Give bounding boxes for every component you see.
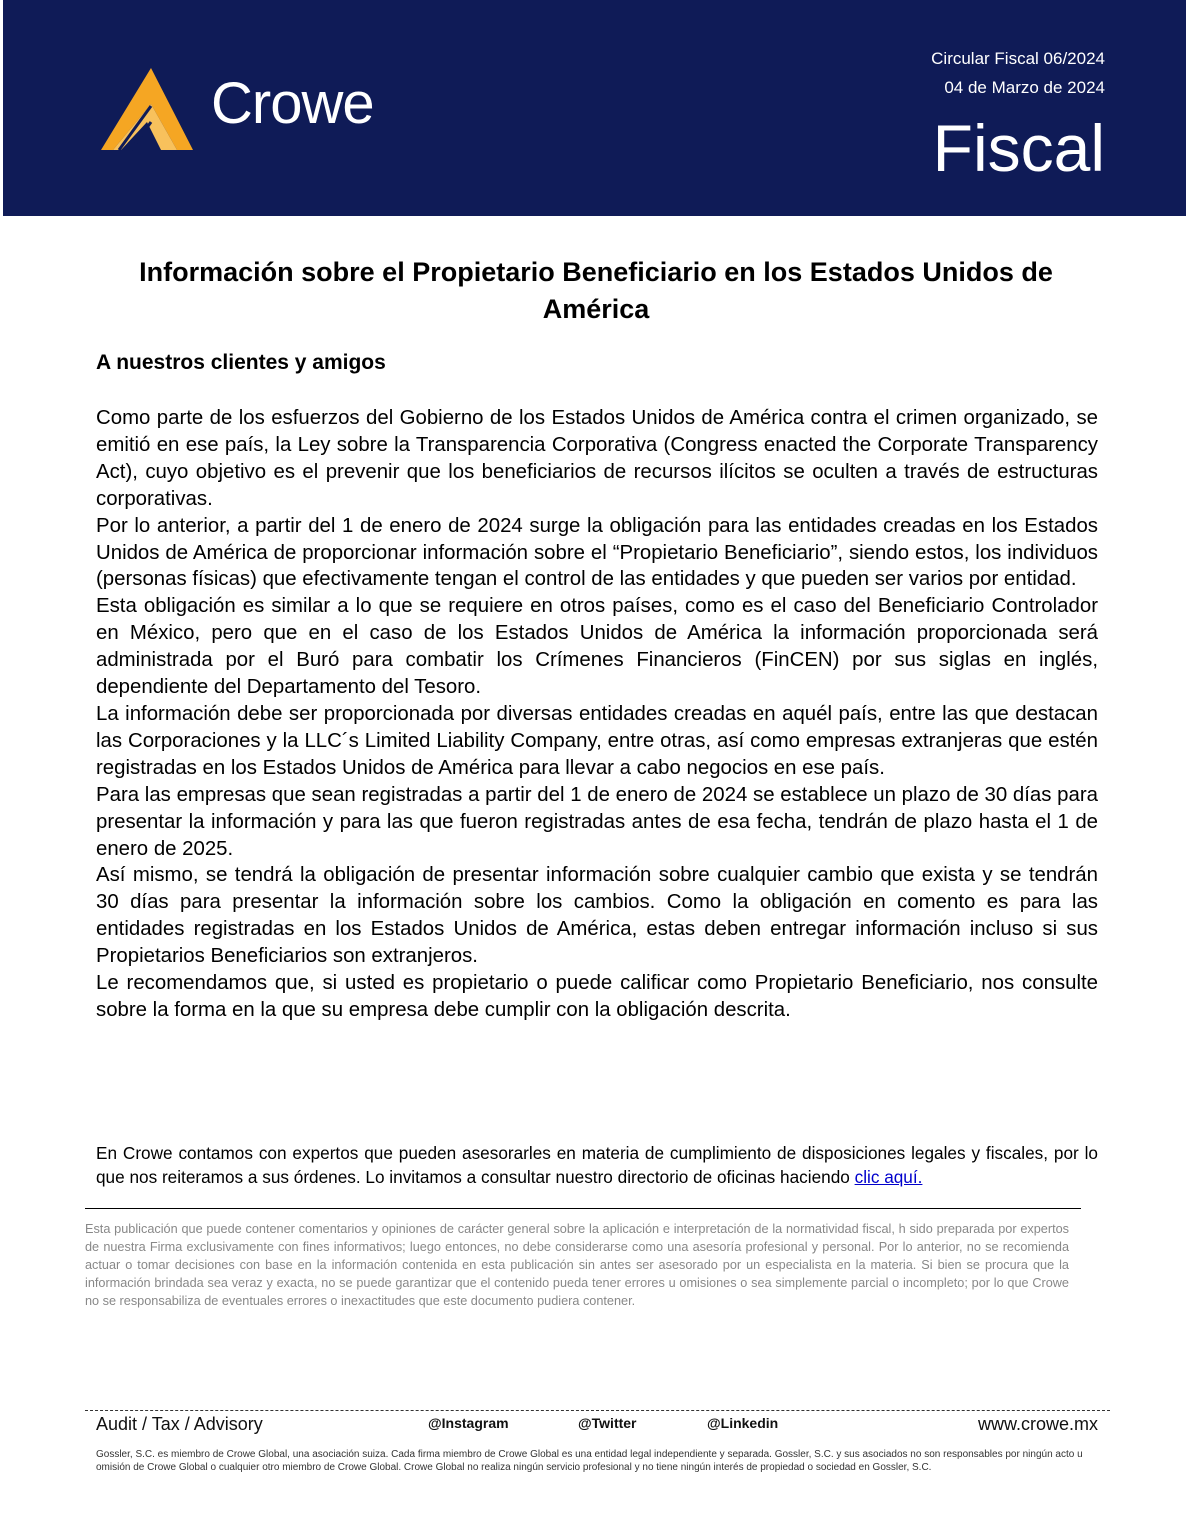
paragraph: Como parte de los esfuerzos del Gobierno de los Estados Unidos de América contra el crimen organizado, se emitió en ese país, la Ley sobre la Transparencia Corporativa (Congress enacted the Corporate Transparency Act), cuyo objetivo es el prevenir que los beneficiarios de recursos ilícitos se oculten a través de estructuras corporativas.	[96, 407, 1098, 510]
body-content	[96, 405, 1098, 1024]
crowe-chevron-icon	[99, 66, 195, 152]
footer-divider	[85, 1410, 1110, 1411]
disclaimer-text: Esta publicación que puede contener comentarios y opiniones de carácter general sobre la aplicación e interpretación de la normatividad fiscal, h sido preparada por expertos de nuestra Firma exclusivamente con fines informativos; luego entonces, no debe considerarse como una asesoría profesional y personal. Por lo anterior, no se recomienda actuar o tomar decisiones con base en la información contenida en esta publicación sin antes ser asesorado por un especialista en la materia. Si bien se procura que la información brindada sea veraz y exacta, no se puede garantizar que el contenido pueda tener errores u omisiones o sea simplemente parcial o incompleto; por lo que Crowe no se responsabiliza de eventuales errores o inexactitudes que este documento pudiera contener.	[85, 1222, 1069, 1308]
paragraph: Le recomendamos que, si usted es propietario o puede calificar como Propietario Beneficiario, nos consulte sobre la forma en la que su empresa debe cumplir con la obligación descrita.	[96, 972, 1098, 1021]
footer-services: Audit / Tax / Advisory	[96, 1414, 263, 1434]
paragraph: Por lo anterior, a partir del 1 de enero de 2024 surge la obligación para las entidades creadas en los Estados Unidos de América de proporcionar información sobre el “Propietario Beneficiario”, siendo estos, los individuos (personas físicas) que efectivamente tengan el control de las entidades y que pueden ser varios por entidad.	[96, 514, 1098, 591]
document-title: Información sobre el Propietario Beneficiario en los Estados Unidos de América	[139, 257, 1053, 324]
closing-text: En Crowe contamos con expertos que pueden asesorarles en materia de cumplimiento de disposiciones legales y fiscales, por lo que nos reiteramos a sus órdenes. Lo invitamos a consultar nuestro directorio de oficinas haciendo	[96, 1143, 1098, 1187]
paragraph: Para las empresas que sean registradas a partir del 1 de enero de 2024 se establece un plazo de 30 días para presentar la información y para las que fueron registradas antes de esa fecha, tendrán de plazo hasta el 1 de enero de 2025.	[96, 783, 1098, 860]
footer-legal	[96, 1448, 1098, 1474]
paragraph: La información debe ser proporcionada por diversas entidades creadas en aquél país, entre las que destacan las Corporaciones y la LLC´s Limited Liability Company, entre otras, así como empresas extranjeras que estén registradas en los Estados Unidos de América para llevar a cabo negocios en ese país.	[96, 702, 1098, 779]
section-title: Fiscal	[932, 111, 1105, 185]
header-banner	[3, 0, 1186, 216]
divider	[85, 1208, 1081, 1209]
paragraph: Así mismo, se tendrá la obligación de presentar información sobre cualquier cambio que exista y se tendrán 30 días para presentar la información sobre los cambios. Como la obligación en comento es para las entidades registradas en los Estados Unidos de América, estas deben entregar información incluso si sus Propietarios Beneficiarios son extranjeros.	[96, 864, 1098, 968]
greeting: A nuestros clientes y amigos	[96, 351, 386, 374]
closing-note	[96, 1141, 1098, 1189]
circular-date: 04 de Marzo de 2024	[944, 78, 1105, 97]
paragraph: Esta obligación es similar a lo que se requiere en otros países, como es el caso del Beneficiario Controlador en México, pero que en el caso de los Estados Unidos de América la información proporcionada será administrada por el Buró para combatir los Crímenes Financieros (FinCEN) por sus siglas en inglés, dependiente del Departamento del Tesoro.	[96, 595, 1098, 699]
brand-name: Crowe	[211, 71, 374, 136]
instagram-link[interactable]: @Instagram	[428, 1415, 509, 1431]
crowe-logo	[99, 66, 399, 152]
circular-number: Circular Fiscal 06/2024	[931, 49, 1105, 68]
twitter-link[interactable]: @Twitter	[578, 1415, 637, 1431]
directory-link[interactable]: clic aquí.	[854, 1167, 923, 1187]
website-link[interactable]: www.crowe.mx	[977, 1414, 1098, 1434]
linkedin-link[interactable]: @Linkedin	[707, 1415, 779, 1431]
footer-legal-text: Gossler, S.C. es miembro de Crowe Global, una asociación suiza. Cada firma miembro de Crowe Global es una entidad legal independiente y separada. Gossler, S.C. y sus asociados no son responsables por ningún acto u omisión de Crowe Global o cualquier otro miembro de Crowe Global. Crowe Global no realiza ningún servicio profesional y no tiene ningún interés de propiedad o sociedad en Gossler, S.C.	[96, 1449, 1083, 1473]
disclaimer	[85, 1220, 1069, 1310]
